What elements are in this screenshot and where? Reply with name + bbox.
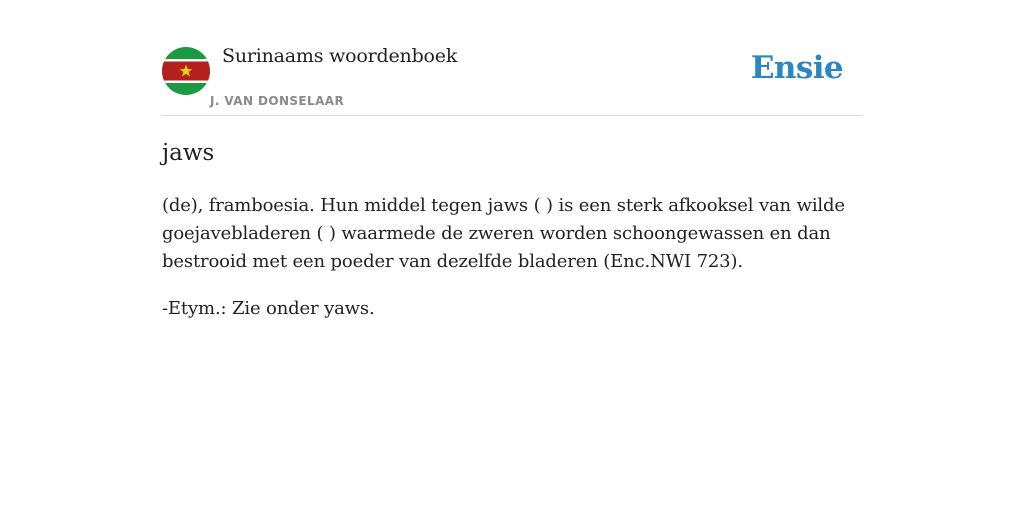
entry-headword: jaws: [162, 140, 215, 166]
suriname-flag-icon: [162, 47, 210, 95]
page: [162, 0, 862, 512]
dictionary-title[interactable]: Surinaams woordenboek: [222, 45, 458, 67]
author-name: J. VAN DONSELAAR: [210, 94, 345, 108]
entry-etymology: -Etym.: Zie onder yaws.: [162, 298, 375, 319]
entry-definition: (de), framboesia. Hun middel tegen jaws ( ) is een sterk afkooksel van wilde goejavebladeren ( ) waarmede de zweren worden schoongewassen en dan bestrooid met een poeder van dezelfde bladeren (Enc.NWI 723).: [162, 195, 845, 272]
ensie-logo[interactable]: Ensie: [750, 50, 843, 86]
header: [162, 0, 862, 116]
